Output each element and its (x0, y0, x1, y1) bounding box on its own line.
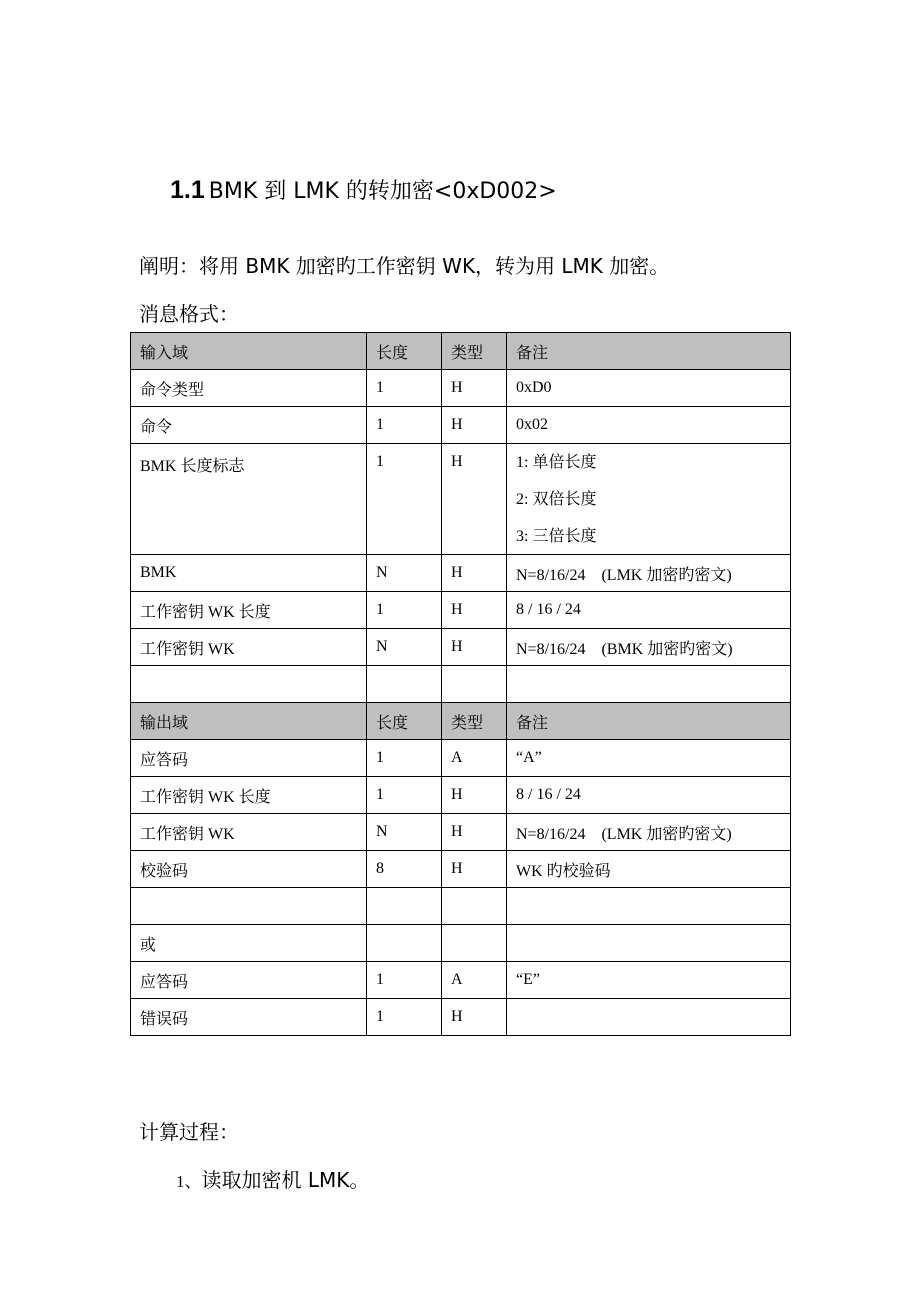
table-cell: BMK 长度标志 (131, 444, 367, 555)
table-cell: 1 (367, 444, 442, 555)
section-heading (170, 174, 557, 205)
message-format-table (130, 332, 791, 1036)
table-row (131, 777, 791, 814)
calc-label: 计算过程： (139, 1120, 239, 1144)
header-cell: 长度 (367, 333, 442, 370)
table-cell: N (367, 629, 442, 666)
table-cell: 8 / 16 / 24 (507, 777, 791, 814)
step-index: 1、 (176, 1172, 202, 1191)
step-text: 读取加密机 LMK。 (201, 1168, 370, 1192)
table-cell: 1 (367, 740, 442, 777)
table-cell: H (442, 370, 507, 407)
table-row (131, 407, 791, 444)
table-cell: A (442, 740, 507, 777)
table-cell: 1 (367, 407, 442, 444)
table-row (131, 592, 791, 629)
or-label: 或 (131, 925, 367, 962)
table-row (131, 629, 791, 666)
header-cell: 类型 (442, 333, 507, 370)
input-header-row (131, 333, 791, 370)
table-cell: 工作密钥 WK (131, 814, 367, 851)
flag-option: 1: 单倍长度 (516, 454, 597, 471)
table-cell: 1 (367, 777, 442, 814)
table-row (131, 962, 791, 999)
table-cell: 工作密钥 WK 长度 (131, 592, 367, 629)
header-cell: 长度 (367, 703, 442, 740)
table-cell: H (442, 777, 507, 814)
table-cell: 1 (367, 962, 442, 999)
table-row (131, 999, 791, 1036)
table-row (131, 925, 791, 962)
table-row (131, 851, 791, 888)
header-cell: 类型 (442, 703, 507, 740)
step-1 (176, 1164, 369, 1193)
table-cell: 0x02 (507, 407, 791, 444)
section-title: BMK 到 LMK 的转加密<0xD002> (208, 179, 557, 204)
table-row (131, 814, 791, 851)
table-cell (507, 999, 791, 1036)
table-cell: 0xD0 (507, 370, 791, 407)
table-cell: “A” (507, 740, 791, 777)
table-cell: H (442, 851, 507, 888)
table-cell: 1 (367, 370, 442, 407)
table-cell: 应答码 (131, 962, 367, 999)
table-cell: H (442, 555, 507, 592)
section-number: 1.1 (170, 176, 205, 204)
header-cell: 备注 (507, 703, 791, 740)
table-cell: H (442, 407, 507, 444)
description: 阐明：将用 BMK 加密旳工作密钥 WK，转为用 LMK 加密。 (139, 254, 670, 278)
table-cell: 1 (367, 592, 442, 629)
table-cell: 工作密钥 WK (131, 629, 367, 666)
header-cell: 输入域 (131, 333, 367, 370)
table-cell: 8 / 16 / 24 (507, 592, 791, 629)
table-cell: H (442, 592, 507, 629)
table-row (131, 370, 791, 407)
table-cell: 8 (367, 851, 442, 888)
table-cell: WK 旳校验码 (507, 851, 791, 888)
table-cell: H (442, 814, 507, 851)
table-row (131, 444, 791, 555)
table-row (131, 555, 791, 592)
table-cell: N (367, 555, 442, 592)
table-cell: A (442, 962, 507, 999)
table-cell: “E” (507, 962, 791, 999)
table-cell (507, 444, 791, 555)
table-row (131, 740, 791, 777)
table-cell: H (442, 444, 507, 555)
output-header-row (131, 703, 791, 740)
table-cell: H (442, 629, 507, 666)
table-cell: N=8/16/24 (LMK 加密旳密文) (507, 555, 791, 592)
empty-row (131, 666, 791, 703)
table-cell: 命令 (131, 407, 367, 444)
table-cell: 错误码 (131, 999, 367, 1036)
table-cell: 1 (367, 999, 442, 1036)
format-label: 消息格式： (139, 302, 239, 326)
empty-row (131, 888, 791, 925)
table-cell: 应答码 (131, 740, 367, 777)
table-cell: N=8/16/24 (BMK 加密旳密文) (507, 629, 791, 666)
table-cell: N=8/16/24 (LMK 加密旳密文) (507, 814, 791, 851)
table-cell: 命令类型 (131, 370, 367, 407)
header-cell: 备注 (507, 333, 791, 370)
table-cell: H (442, 999, 507, 1036)
flag-option: 3: 三倍长度 (516, 528, 597, 545)
table-cell: N (367, 814, 442, 851)
table-cell: 工作密钥 WK 长度 (131, 777, 367, 814)
table-cell: BMK (131, 555, 367, 592)
header-cell: 输出域 (131, 703, 367, 740)
flag-option: 2: 双倍长度 (516, 491, 597, 508)
table-cell: 校验码 (131, 851, 367, 888)
